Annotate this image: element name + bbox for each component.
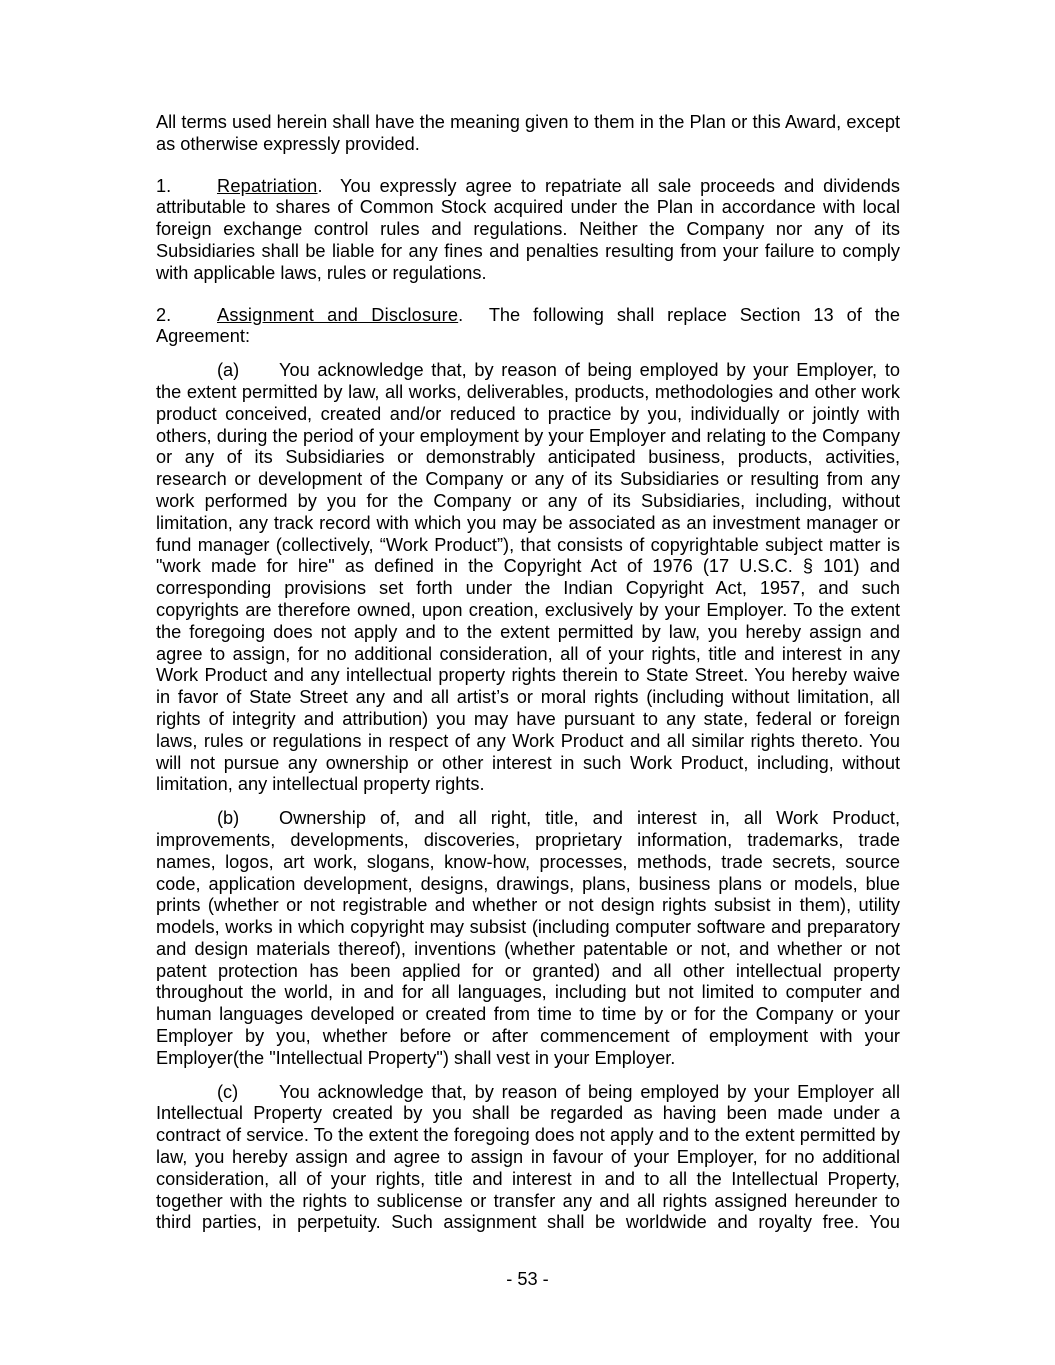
subsection-text: You acknowledge that, by reason of being employed by your Employer, to the extent permitted by law, all works, deliverables, products, methodologies and other work product conceived, created and/or reduced to practice by you, individually or jointly with others, during the period of your employment by your Employer and relating to the Company or any of its Subsidiaries or demonstrably anticipated business, products, activities, research or development of the Company or any of its Subsidiaries or resulting from any work performed by you for the Company or any of its Subsidiaries, including, without limitation, any track record with which you may be associated as an investment manager or fund manager (collectively, “Work Product”), that consists of copyrightable subject matter is "work made for hire" as defined in the Copyright Act of 1976 (17 U.S.C. § 101) and corresponding provisions set forth under the Indian Copyright Act, 1957, and such copyrights are therefore owned, upon creation, exclusively by your Employer. To the extent the foregoing does not apply and to the extent permitted by law, you hereby assign and agree to assign, for no additional consideration, all of your rights, title and interest in any Work Product and any intellectual property rights therein to State Street. You hereby waive in favor of State Street any and all artist’s or moral rights (including without limitation, all rights of integrity and attribution) you may have pursuant to any state, federal or foreign laws, rules or regulations in respect of any Work Product and all similar rights thereto. You will not pursue any ownership or other interest in such Work Product, including, without limitation, any intellectual property rights. xyxy=(156,360,900,795)
subsection-c xyxy=(156,1082,900,1235)
subsection-b xyxy=(156,808,900,1070)
section-assignment-disclosure xyxy=(156,305,900,349)
section-heading: Assignment and Disclosure xyxy=(217,304,459,325)
subsection-label: (c) xyxy=(217,1081,239,1102)
intro-paragraph: All terms used herein shall have the meaning given to them in the Plan or this Award, except as otherwise expressly provided. xyxy=(156,112,900,154)
subsection-label: (b) xyxy=(217,808,240,829)
heading-period: . xyxy=(317,175,341,196)
section-heading: Repatriation xyxy=(217,175,318,196)
document-page xyxy=(156,112,900,1246)
subsection-text: Ownership of, and all right, title, and interest in, all Work Product, improvements, developments, discoveries, proprietary information, trademarks, trade names, logos, art work, slogans, know-how, processes, methods, trade secrets, source code, application development, designs, drawings, plans, business plans or models, blue prints (whether or not registrable and whether or not design rights subsist in them), utility models, works in which copyright may subsist (including computer software and preparatory and design materials thereof), inventions (whether patentable or not, and whether or not patent protection has been applied for or granted) and all other intellectual property throughout the world, in and for all languages, including but not limited to computer and human languages developed or created from time to time by or for the Company or your Employer by you, whether before or after commencement of employment with your Employer(the "Intellectual Property") shall vest in your Employer. xyxy=(156,808,900,1068)
subsection-label: (a) xyxy=(217,360,240,381)
section-repatriation xyxy=(156,176,900,285)
subsection-text: You acknowledge that, by reason of being employed by your Employer all Intellectual Property created by you shall be regarded as having been made under a contract of service. To the extent the foregoing does not apply and to the extent permitted by law, you hereby assign and agree to assign in favour of your Employer, for no additional consideration, all of your rights, title and interest in and to all the Intellectual Property, together with the rights to sublicense or transfer any and all rights assigned hereunder to third parties, in perpetuity. Such assignment shall be worldwide and royalty free. You xyxy=(156,1081,900,1233)
page-number: - 53 - xyxy=(506,1269,549,1289)
section-number: 2. xyxy=(156,304,172,325)
subsection-a xyxy=(156,360,900,796)
section-body: You expressly agree to repatriate all sale proceeds and dividends attributable to shares of Common Stock acquired under the Plan in accordance with local foreign exchange control rules and regulations. Neither the Company nor any of its Subsidiaries shall be liable for any fines and penalties resulting from your failure to comply with applicable laws, rules or regulations. xyxy=(156,175,900,283)
section-body: The following shall replace Section 13 of the Agreement: xyxy=(156,304,900,347)
section-number: 1. xyxy=(156,175,172,196)
heading-period: . xyxy=(458,304,489,325)
